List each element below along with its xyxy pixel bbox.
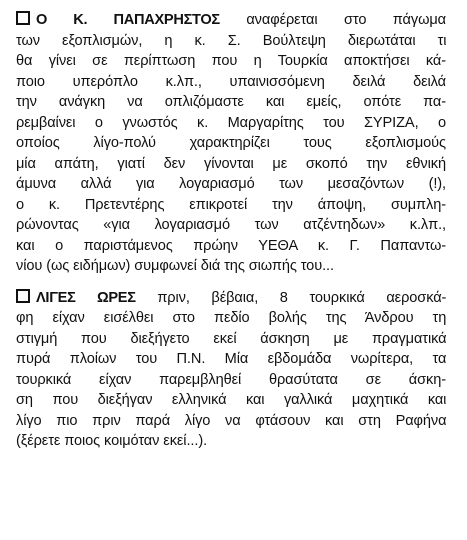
text-line: νίου (ως ειδήμων) συμφωνεί διά της σιωπής του... [16, 258, 334, 274]
text-line [16, 10, 446, 31]
text-line: ο κ. Πρετεντέρης επικροτεί την άποψη, συμπλη- [16, 196, 446, 213]
text-line: ρεμβαίνει ο γνωστός κ. Μαργαρίτης του ΣΥΡΙΖΑ, ο [16, 114, 446, 131]
square-bullet-icon [16, 11, 30, 25]
text-line: και ο παριστάμενος πρώην ΥΕΘΑ κ. Γ. Παπαντω- [16, 237, 446, 254]
text-line: στιγμή που διεξήγετο εκεί άσκηση με πραγματικά [16, 330, 447, 347]
text-line: ρώνοντας «για λογαριασμό των ατζέντηδων» κ.λπ., [16, 217, 446, 233]
text-line [16, 288, 446, 309]
text-line: ποιο υπερόπλο κ.λπ., υπαινισσόμενη δειλά δειλά [16, 73, 446, 90]
text-line: μία απάτη, γιατί δεν γίνονται με σκοπό την εθνική [16, 155, 446, 172]
line-text: πριν, βέβαια, 8 τουρκικά αεροσκά- [135, 289, 447, 306]
text-line: φη είχαν εισέλθει στο πεδίο βολής της Άνδρου τη [16, 310, 447, 326]
lead-name: Ο Κ. ΠΑΠΑΧΡΗΣΤΟΣ [36, 12, 220, 28]
article-paragraph-2 [16, 288, 446, 452]
text-line: των εξοπλισμών, η κ. Σ. Βούλτεψη διερωτάται τι [16, 32, 447, 49]
lead-name: ΛΙΓΕΣ ΩΡΕΣ [36, 289, 136, 306]
text-line: άμυνα αλλά για λογαριασμό των μεσαζόντων (!), [16, 176, 446, 192]
line-text: αναφέρεται στο πάγωμα [219, 12, 447, 28]
text-line: (ξέρετε ποιος κοιμόταν εκεί...). [16, 433, 208, 449]
text-line: θα γίνει σε περίπτωση που η Τουρκία αποκτήσει κά- [16, 53, 446, 69]
text-line: την ανάγκη να οπλιζόμαστε και εμείς, οπότε πα- [16, 94, 446, 110]
text-line: πυρά πλοίων του Π.Ν. Μία εβδομάδα νωρίτερα, τα [16, 351, 447, 367]
square-bullet-icon [16, 289, 30, 303]
text-line: οποίος λίγο-πολύ χαρακτηρίζει τους εξοπλισμούς [16, 135, 446, 151]
text-line: λίγο πιο πριν παρά λίγο να φτάσουν και στη Ραφήνα [16, 412, 447, 429]
article-paragraph-1 [16, 10, 446, 277]
article-column [16, 10, 446, 452]
text-line: ση που διεξήγαν ελληνικά και γαλλικά μαχητικά και [16, 392, 447, 408]
text-line: τουρκικά είχαν παρεμβληθεί θρασύτατα σε άσκη- [16, 371, 446, 388]
